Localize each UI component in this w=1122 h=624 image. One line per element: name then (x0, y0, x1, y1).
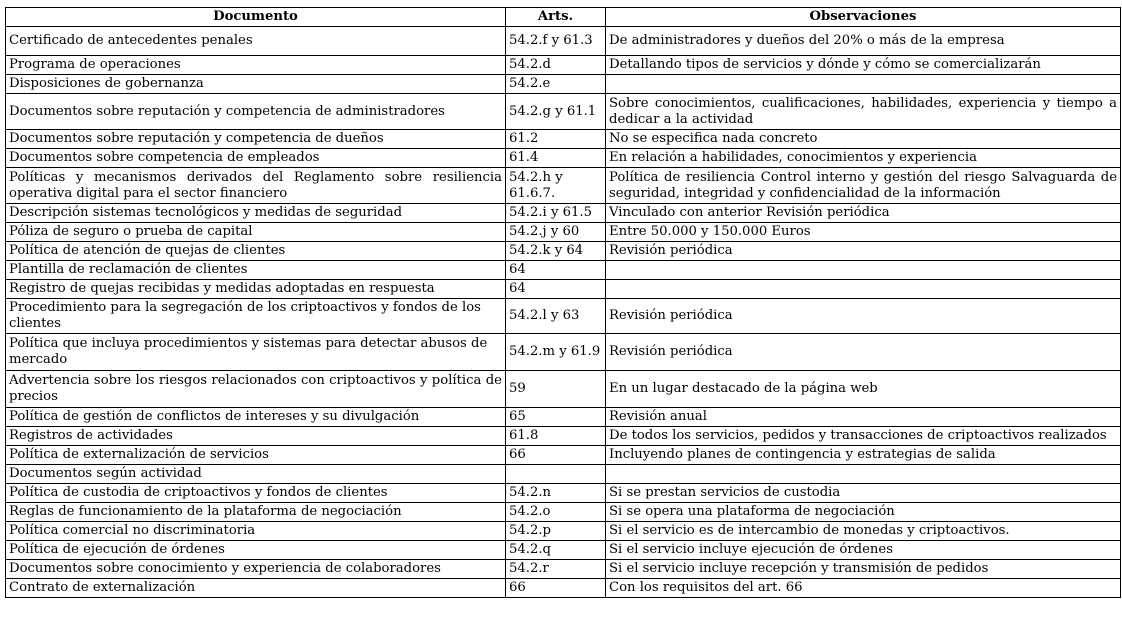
table-row (6, 446, 1121, 465)
cell-observaciones: Incluyendo planes de contingencia y estrategias de salida (606, 446, 1121, 465)
cell-arts: 64 (506, 261, 606, 280)
cell-arts: 59 (506, 371, 606, 408)
table-row (6, 427, 1121, 446)
cell-arts: 61.8 (506, 427, 606, 446)
cell-observaciones: Si se opera una plataforma de negociación (606, 503, 1121, 522)
cell-documento: Documentos sobre reputación y competencia de dueños (6, 130, 506, 149)
cell-observaciones: Revisión periódica (606, 242, 1121, 261)
cell-observaciones: Si el servicio incluye ejecución de órdenes (606, 541, 1121, 560)
cell-documento: Políticas y mecanismos derivados del Reglamento sobre resiliencia operativa digital para el sector financiero (6, 168, 506, 204)
cell-arts: 54.2.f y 61.3 (506, 27, 606, 56)
cell-observaciones: En relación a habilidades, conocimientos y experiencia (606, 149, 1121, 168)
cell-observaciones (606, 261, 1121, 280)
table-row (6, 503, 1121, 522)
cell-arts: 54.2.n (506, 484, 606, 503)
table-row (6, 223, 1121, 242)
cell-documento: Política comercial no discriminatoria (6, 522, 506, 541)
cell-arts: 61.4 (506, 149, 606, 168)
cell-arts: 54.2.q (506, 541, 606, 560)
cell-observaciones: De administradores y dueños del 20% o más de la empresa (606, 27, 1121, 56)
cell-arts: 66 (506, 579, 606, 598)
table-row (6, 541, 1121, 560)
cell-observaciones: Si se prestan servicios de custodia (606, 484, 1121, 503)
cell-documento: Certificado de antecedentes penales (6, 27, 506, 56)
table-row (6, 168, 1121, 204)
cell-arts: 65 (506, 408, 606, 427)
header-observaciones: Observaciones (606, 8, 1121, 27)
cell-documento: Política de gestión de conflictos de intereses y su divulgación (6, 408, 506, 427)
cell-arts: 54.2.g y 61.1 (506, 94, 606, 130)
cell-documento: Documentos sobre conocimiento y experiencia de colaboradores (6, 560, 506, 579)
header-documento: Documento (6, 8, 506, 27)
cell-documento: Documentos sobre reputación y competencia de administradores (6, 94, 506, 130)
cell-arts: 64 (506, 280, 606, 299)
cell-observaciones (606, 465, 1121, 484)
table-row (6, 299, 1121, 334)
cell-documento: Registro de quejas recibidas y medidas adoptadas en respuesta (6, 280, 506, 299)
cell-observaciones: Revisión periódica (606, 334, 1121, 371)
cell-observaciones: Si el servicio es de intercambio de monedas y criptoactivos. (606, 522, 1121, 541)
cell-arts: 54.2.p (506, 522, 606, 541)
cell-arts: 54.2.d (506, 56, 606, 75)
cell-documento: Política de custodia de criptoactivos y fondos de clientes (6, 484, 506, 503)
cell-observaciones: Con los requisitos del art. 66 (606, 579, 1121, 598)
cell-observaciones: Entre 50.000 y 150.000 Euros (606, 223, 1121, 242)
cell-arts: 54.2.h y 61.6.7. (506, 168, 606, 204)
cell-arts: 66 (506, 446, 606, 465)
cell-documento: Póliza de seguro o prueba de capital (6, 223, 506, 242)
cell-documento: Política de ejecución de órdenes (6, 541, 506, 560)
table-row (6, 27, 1121, 56)
cell-observaciones: Vinculado con anterior Revisión periódica (606, 204, 1121, 223)
table-row (6, 242, 1121, 261)
table-row (6, 371, 1121, 408)
table-row (6, 522, 1121, 541)
table-row (6, 149, 1121, 168)
cell-arts: 54.2.k y 64 (506, 242, 606, 261)
cell-arts: 54.2.m y 61.9 (506, 334, 606, 371)
cell-observaciones: Detallando tipos de servicios y dónde y cómo se comercializarán (606, 56, 1121, 75)
table-row (6, 334, 1121, 371)
header-arts: Arts. (506, 8, 606, 27)
cell-observaciones: Revisión anual (606, 408, 1121, 427)
cell-documento: Documentos sobre competencia de empleados (6, 149, 506, 168)
cell-documento: Política de externalización de servicios (6, 446, 506, 465)
cell-documento: Política que incluya procedimientos y sistemas para detectar abusos de mercado (6, 334, 506, 371)
table-row (6, 56, 1121, 75)
table-row (6, 75, 1121, 94)
cell-observaciones: En un lugar destacado de la página web (606, 371, 1121, 408)
cell-arts: 54.2.e (506, 75, 606, 94)
cell-arts (506, 465, 606, 484)
cell-documento: Plantilla de reclamación de clientes (6, 261, 506, 280)
table-row (6, 579, 1121, 598)
table-header-row (6, 8, 1121, 27)
table-row (6, 484, 1121, 503)
table-row (6, 261, 1121, 280)
cell-documento: Contrato de externalización (6, 579, 506, 598)
cell-observaciones: Sobre conocimientos, cualificaciones, habilidades, experiencia y tiempo a dedicar a la actividad (606, 94, 1121, 130)
table-row (6, 408, 1121, 427)
cell-observaciones: Revisión periódica (606, 299, 1121, 334)
cell-observaciones: No se especifica nada concreto (606, 130, 1121, 149)
table-row (6, 560, 1121, 579)
cell-documento: Reglas de funcionamiento de la plataforma de negociación (6, 503, 506, 522)
cell-documento: Procedimiento para la segregación de los criptoactivos y fondos de los clientes (6, 299, 506, 334)
table-row (6, 204, 1121, 223)
cell-documento: Registros de actividades (6, 427, 506, 446)
cell-arts: 54.2.i y 61.5 (506, 204, 606, 223)
cell-observaciones (606, 75, 1121, 94)
cell-arts: 54.2.r (506, 560, 606, 579)
cell-documento: Descripción sistemas tecnológicos y medidas de seguridad (6, 204, 506, 223)
cell-documento: Programa de operaciones (6, 56, 506, 75)
cell-documento: Documentos según actividad (6, 465, 506, 484)
cell-documento: Política de atención de quejas de clientes (6, 242, 506, 261)
cell-observaciones: De todos los servicios, pedidos y transacciones de criptoactivos realizados (606, 427, 1121, 446)
requirements-table (5, 7, 1121, 598)
cell-arts: 54.2.l y 63 (506, 299, 606, 334)
cell-arts: 54.2.j y 60 (506, 223, 606, 242)
cell-observaciones: Si el servicio incluye recepción y transmisión de pedidos (606, 560, 1121, 579)
table-row (6, 130, 1121, 149)
cell-arts: 54.2.o (506, 503, 606, 522)
cell-observaciones (606, 280, 1121, 299)
table-row (6, 465, 1121, 484)
cell-observaciones: Política de resiliencia Control interno y gestión del riesgo Salvaguarda de seguridad, integridad y confidencialidad de la información (606, 168, 1121, 204)
cell-documento: Disposiciones de gobernanza (6, 75, 506, 94)
cell-documento: Advertencia sobre los riesgos relacionados con criptoactivos y política de precios (6, 371, 506, 408)
table-row (6, 94, 1121, 130)
table-row (6, 280, 1121, 299)
cell-arts: 61.2 (506, 130, 606, 149)
